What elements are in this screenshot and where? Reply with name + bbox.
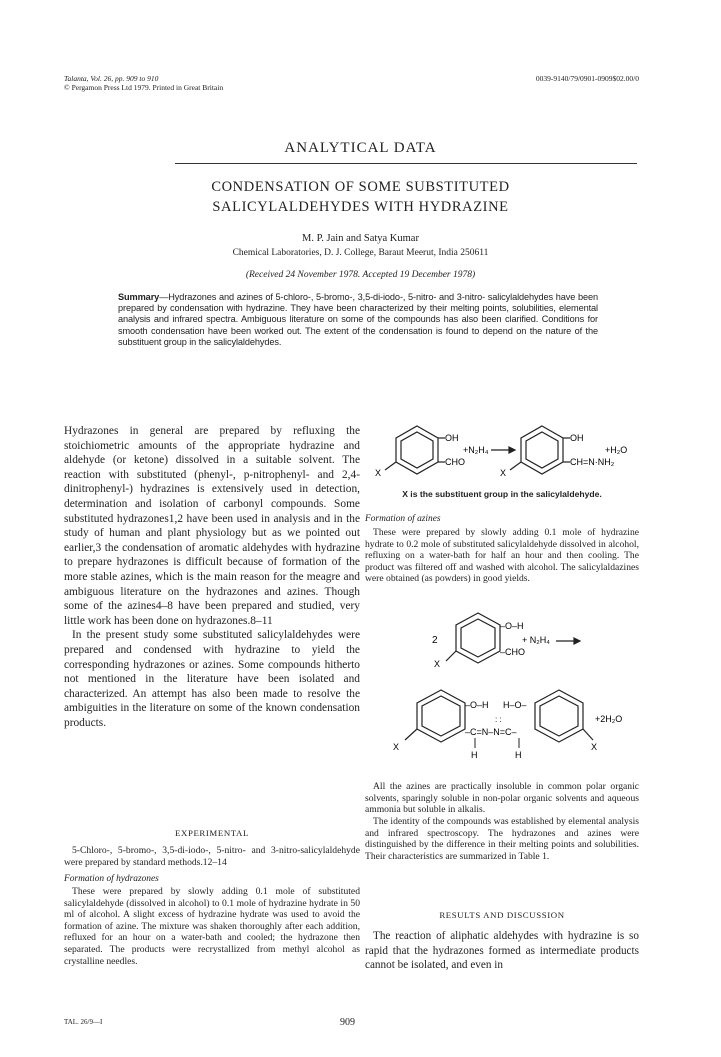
title-rule [175,163,637,164]
footer-signature: TAL. 26/9—I [64,1018,103,1026]
intro-paragraph-1: Hydrazones in general are prepared by refluxing the stoichiometric amounts of the appropriate hydrazine and aldehyde (or ketone) dissolved in a suitable solvent. The reaction with substituted (phenyl-, p-nitrophenyl- and 2,4-dinitrophenyl-) hydrazines is extensively used in detection, determination and isolation of carbonyl compounds. Some substituted hydrazones1,2 have been used in analysis and in the study of human and plant physiology but as we pointed out earlier,3 the condensation of aromatic aldehydes with hydrazine to prepare hydrazones is difficult because of formation of the more stable azines, which is the main reason for the meagre and ambiguous literature on the hydrazones and azines. Though some of the azines4–8 have been prepared and studied, very little work has been done on hydrazones.8–11 [64,425,360,627]
summary-label: Summary [118,292,160,302]
azine-reactants-scheme [430,605,610,675]
water-2-byproduct: +2H₂O [595,714,623,724]
copyright-line: © Pergamon Press Ltd 1979. Printed in Great Britain [64,83,224,92]
azine-product-scheme [385,682,639,772]
results-heading: RESULTS AND DISCUSSION [439,910,565,920]
page-number: 909 [340,1017,355,1028]
article-code: 0039-9140/79/0901-0909$02.00/0 [535,74,639,83]
benzene-ring-product [510,426,570,474]
received-dates: (Received 24 November 1978. Accepted 19 December 1978) [245,270,476,280]
journal-line: Talanta, Vol. 26, pp. 909 to 910 [64,74,159,83]
section-title: ANALYTICAL DATA [284,140,437,156]
hydrazone-reaction-scheme [367,420,639,498]
summary [118,292,598,348]
hydrazones-paragraph: These were prepared by slowly adding 0.1 mole of substituted salicylaldehyde (dissolved in alcohol) to 0.1 mole of hydrazine hydrate in 50 ml of alcohol. A slight excess of hydrazine hydrate was used to avoid the formation of azine. The mixture was shaken thoroughly after each addition, refluxed for an hour on a water-bath and cooled; the hydrazone then separated. The products were recrystallized from methyl alcohol as crystalline needles. [64,886,360,967]
product-hydrazone-group: CH=N·NH₂ [570,457,615,467]
intro-paragraph-2: In the present study some substituted salicylaldehydes were prepared and condensed with hydrazine to yield the corresponding hydrazones or azines. Some compounds hitherto not mentioned in the literature have been isolated and characterized. An attempt has also been made to resolve the ambiguities in the literature on some of the known condensation products. [64,629,360,729]
left-h: H [471,750,478,760]
benzene-ring-aldehyde [446,613,500,663]
hbond-dots: : : [495,715,502,724]
stoichiometric-coefficient: 2 [432,635,438,646]
identity-paragraph: The identity of the compounds was established by elemental analysis and infrared spectroscopy. The hydrazones and azines were distinguished by the difference in their melting points and solubilities. Their characteristics are summarized in Table 1. [365,816,639,862]
left-x: X [393,742,400,752]
azines-paragraph: These were prepared by slowly adding 0.1 mole of hydrazine hydrate to 0.2 mole of substituted salicylaldehyde dissolved in alcohol, refluxing on a water-bath for half an hour and then cooling. The product was filtered off and washed with alcohol. The salicylaldazines were obtained (as powders) in good yields. [365,527,639,585]
title-line-1: CONDENSATION OF SOME SUBSTITUTED [211,179,510,195]
aldehyde-cho: –CHO [500,647,526,657]
product-x: X [500,468,507,478]
introduction [64,424,360,730]
azines-heading: Formation of azines [365,514,441,524]
hydrazones-heading: Formation of hydrazones [64,874,159,884]
reaction-arrow [491,447,515,453]
journal-citation [64,74,223,92]
affiliation: Chemical Laboratories, D. J. College, Baraut Meerut, India 250611 [232,248,489,258]
benzene-ring-reactant [385,426,445,474]
water-byproduct: +H₂O [605,445,628,455]
title-line-2: SALICYLALDEHYDES WITH HYDRAZINE [212,199,509,215]
scheme-caption: X is the substituent group in the salicylaldehyde. [402,489,602,499]
left-oh: –O–H [465,700,489,710]
solubility-paragraph: All the azines are practically insoluble in common polar organic solvents, sparingly soluble in non-polar organic solvents and aqueous ammonia but soluble in alkalis. [365,781,639,816]
right-h: H [515,750,522,760]
reactant-oh: OH [445,433,459,443]
azine-linkage: –C=N–N=C– [465,727,517,737]
right-ho: H–O– [503,700,527,710]
benzene-ring-right [535,690,593,742]
aldehyde-oh: –O–H [500,621,524,631]
product-oh: OH [570,433,584,443]
reactant-cho: CHO [445,457,465,467]
authors: M. P. Jain and Satya Kumar [302,233,419,244]
reagent-hydrazine-2: + N₂H₄ [522,635,550,645]
summary-text: —Hydrazones and azines of 5-chloro-, 5-bromo-, 3,5-di-iodo-, 5-nitro- and 3-nitro- salicylaldehydes have been prepared by condensation with hydrazine. They have been characterized by their melting points, solubilities, elemental analysis and infrared spectra. Ambiguous literature on some of the compounds has also been clarified. Conditions for smooth condensation have been worked out. The extent of the condensation is found to depend on the nature of the substituent group in the salicylaldehydes. [118,292,598,347]
experimental-paragraph: 5-Chloro-, 5-bromo-, 3,5-di-iodo-, 5-nitro- and 3-nitro-salicylaldehyde were prepared by standard methods.12–14 [64,845,360,868]
experimental-heading: EXPERIMENTAL [175,828,249,838]
results-paragraph: The reaction of aliphatic aldehydes with hydrazine is so rapid that the hydrazones formed as intermediate products cannot be isolated, and even in [365,930,639,972]
reactant-x: X [375,468,382,478]
reaction-arrow-2 [556,638,580,644]
benzene-ring-left [405,690,465,742]
aldehyde-x: X [434,659,441,669]
right-x: X [591,742,598,752]
reagent-hydrazine: +N₂H₄ [463,445,489,455]
article-title [0,177,721,217]
